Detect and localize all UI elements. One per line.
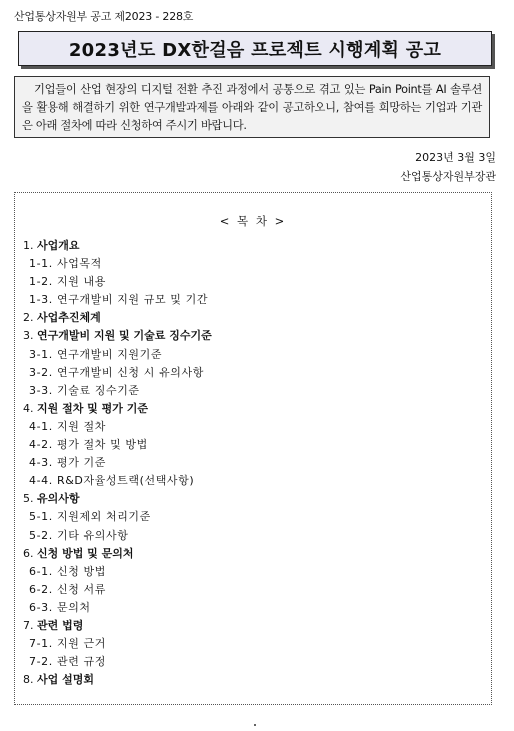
toc-section: [23, 617, 212, 635]
toc-item-text: 관련 규정: [56, 655, 106, 669]
toc-section: [23, 545, 212, 563]
toc-item-text: 신청 방법: [56, 564, 106, 578]
toc-item-text: 기술료 징수기준: [56, 383, 140, 397]
toc-item-number: 3-3.: [29, 383, 57, 397]
toc-item-number: 6.: [23, 546, 37, 560]
toc-item-text: 연구개발비 지원기준: [56, 347, 163, 361]
page-dot: [254, 724, 256, 726]
announcement-date: 2023년 3월 3일: [415, 151, 496, 164]
toc-item-number: 4-2.: [29, 438, 57, 452]
toc-item-text: 사업 설명회: [37, 673, 94, 687]
toc-item-number: 1-1.: [29, 257, 57, 271]
toc-item-text: 지원 내용: [56, 275, 106, 289]
toc-subsection: [23, 454, 212, 472]
toc-subsection: [23, 291, 212, 309]
notice-number: 산업통상자원부 공고 제2023 - 228호: [14, 10, 194, 23]
toc-subsection: [23, 581, 212, 599]
toc-item-text: 사업목적: [56, 257, 102, 271]
toc-item-number: 5-1.: [29, 510, 57, 524]
toc-subsection: [23, 436, 212, 454]
toc-section: [23, 237, 212, 255]
toc-item-text: 지원 절차: [56, 419, 106, 433]
toc-subsection: [23, 382, 212, 400]
toc-item-text: 기타 유의사항: [56, 528, 129, 542]
toc-item-number: 3-2.: [29, 365, 57, 379]
toc-item-text: R&D자율성트랙(선택사항): [56, 474, 195, 488]
toc-item-number: 1.: [23, 239, 37, 252]
toc-list: [23, 237, 212, 689]
toc-subsection: [23, 273, 212, 291]
toc-subsection: [23, 364, 212, 382]
toc-item-text: 관련 법령: [37, 618, 84, 632]
toc-item-number: 6-1.: [29, 564, 57, 578]
issuing-authority: 산업통상자원부장관: [400, 170, 496, 183]
toc-item-number: 6-3.: [29, 600, 57, 614]
toc-subsection: [23, 599, 212, 617]
toc-item-text: 지원 절차 및 평가 기준: [37, 401, 148, 415]
toc-item-number: 2.: [23, 311, 37, 325]
toc-item-text: 사업개요: [37, 239, 80, 252]
toc-subsection: [23, 255, 212, 273]
toc-section: [23, 400, 212, 418]
toc-item-text: 연구개발비 신청 시 유의사항: [56, 365, 204, 379]
toc-section: [23, 671, 212, 689]
toc-subsection: [23, 635, 212, 653]
toc-item-number: 7-1.: [29, 637, 57, 651]
toc-item-number: 3-1.: [29, 347, 57, 361]
toc-subsection: [23, 418, 212, 436]
toc-subsection: [23, 508, 212, 526]
toc-item-text: 연구개발비 지원 규모 및 기간: [56, 293, 209, 307]
toc-section: [23, 327, 212, 345]
toc-subsection: [23, 472, 212, 490]
intro-text: 기업들이 산업 현장의 디지털 전환 추진 과정에서 공통으로 겪고 있는 Pain Point를 AI 솔루션을 활용해 해결하기 위한 연구개발과제를 아래와 같이 공고하오니, 참여를 희망하는 기업과 기관은 아래 절차에 따라 신청하여 주시기 바랍니다.: [22, 83, 482, 132]
toc-item-number: 3.: [23, 329, 37, 343]
toc-item-number: 7-2.: [29, 655, 57, 669]
toc-item-text: 사업추진체계: [37, 311, 101, 325]
toc-item-number: 4-4.: [29, 474, 57, 488]
toc-subsection: [23, 563, 212, 581]
toc-item-text: 지원제외 처리기준: [56, 510, 151, 524]
toc-item-number: 8.: [23, 673, 37, 687]
toc-item-number: 4-1.: [29, 419, 57, 433]
toc-subsection: [23, 346, 212, 364]
page-title: 2023년도 DX한걸음 프로젝트 시행계획 공고: [68, 39, 442, 61]
toc-item-text: 유의사항: [37, 492, 80, 506]
toc-item-number: 5.: [23, 492, 37, 506]
toc-subsection: [23, 653, 212, 671]
toc-item-text: 연구개발비 지원 및 기술료 징수기준: [37, 329, 212, 343]
toc-item-number: 7.: [23, 618, 37, 632]
toc-item-text: 평가 절차 및 방법: [56, 438, 148, 452]
toc-item-text: 신청 방법 및 문의처: [37, 546, 134, 560]
toc-item-number: 4-3.: [29, 456, 57, 470]
toc-section: [23, 309, 212, 327]
table-of-contents: [14, 192, 492, 705]
toc-item-text: 지원 근거: [56, 637, 106, 651]
intro-box: [14, 76, 490, 138]
toc-item-number: 1-2.: [29, 275, 57, 289]
toc-item-number: 1-3.: [29, 293, 57, 307]
toc-item-number: 6-2.: [29, 582, 57, 596]
toc-item-number: 5-2.: [29, 528, 57, 542]
toc-item-text: 문의처: [56, 600, 91, 614]
toc-item-text: 평가 기준: [56, 456, 106, 470]
toc-section: [23, 490, 212, 508]
toc-item-number: 4.: [23, 401, 37, 415]
toc-heading: < 목 차 >: [219, 214, 287, 228]
toc-item-text: 신청 서류: [56, 582, 106, 596]
toc-subsection: [23, 527, 212, 545]
title-box: [18, 31, 492, 66]
